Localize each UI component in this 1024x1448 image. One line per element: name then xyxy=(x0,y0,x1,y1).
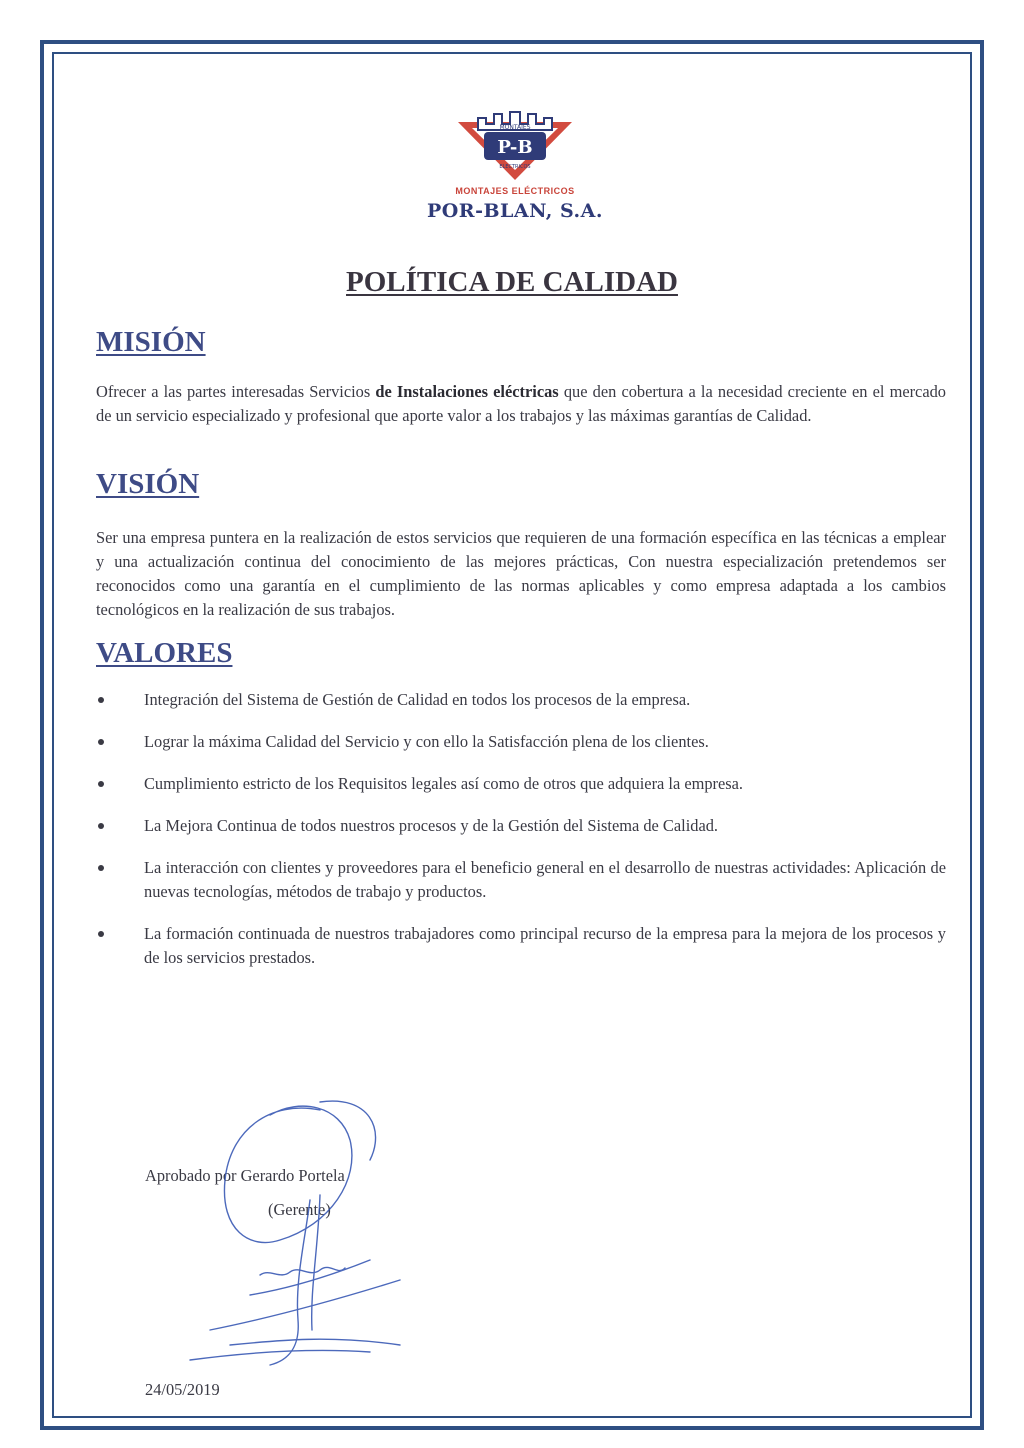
bullet-icon xyxy=(98,865,104,871)
valores-heading: VALORES xyxy=(96,637,233,669)
company-logo xyxy=(410,108,620,238)
valor-text: La formación continuada de nuestros trabajadores como principal recurso de la empresa para la mejora de los procesos y de los servicios prestados. xyxy=(144,924,946,967)
page-title: POLÍTICA DE CALIDAD xyxy=(346,266,678,298)
bullet-icon xyxy=(98,697,104,703)
valor-text: La interacción con clientes y proveedores para el beneficio general en el desarrollo de nuestras actividades: Aplicación de nuevas tecnologías, métodos de trabajo y productos. xyxy=(144,858,946,901)
valor-text: Lograr la máxima Calidad del Servicio y con ello la Satisfacción plena de los clientes. xyxy=(144,732,709,751)
bullet-icon xyxy=(98,739,104,745)
mision-text-part: que den cobertura a la necesidad creciente en el mercado de un servicio especializado y profesional que aporte valor a los trabajos y las máximas garantías de Calidad. xyxy=(96,382,946,425)
logo-top-text: MONTAJES xyxy=(499,124,531,131)
mision-text-bold: de Instalaciones eléctricas xyxy=(375,382,559,401)
approver-role: (Gerente) xyxy=(268,1200,331,1219)
mision-text-part: Ofrecer a las partes interesadas Servicios xyxy=(96,382,376,401)
vision-heading: VISIÓN xyxy=(96,468,200,500)
list-item xyxy=(96,814,946,838)
company-name: POR-BLAN, S.A. xyxy=(426,200,604,222)
list-item xyxy=(96,730,946,754)
mision-text xyxy=(96,380,946,428)
approved-by: Aprobado por Gerardo Portela xyxy=(145,1166,345,1185)
mision-heading: MISIÓN xyxy=(96,326,206,358)
valor-text: Integración del Sistema de Gestión de Calidad en todos los procesos de la empresa. xyxy=(144,690,691,709)
bullet-icon xyxy=(98,931,104,937)
logo-mark-icon xyxy=(410,108,620,188)
valores-list xyxy=(96,688,946,970)
list-item xyxy=(96,688,946,712)
list-item xyxy=(96,856,946,904)
logo-subtitle: MONTAJES ELÉCTRICOS xyxy=(455,186,575,196)
logo-initials: P-B xyxy=(497,137,533,158)
bullet-icon xyxy=(98,823,104,829)
valor-text: La Mejora Continua de todos nuestros procesos y de la Gestión del Sistema de Calidad. xyxy=(144,816,719,835)
valor-text: Cumplimiento estricto de los Requisitos legales así como de otros que adquiera la empresa. xyxy=(144,774,744,793)
signature-icon xyxy=(170,1090,430,1380)
vision-text: Ser una empresa puntera en la realización de estos servicios que requieren de una formación específica en las técnicas a emplear y una actualización continua del conocimiento de las mejores prácticas, Con nuestra especialización pretendemos ser reconocidos como una garantía en el cumplimiento de las normas aplicables y como empresa adaptada a los cambios tecnológicos en la realización de sus trabajos. xyxy=(96,528,946,619)
approval-date: 24/05/2019 xyxy=(145,1380,220,1399)
list-item xyxy=(96,772,946,796)
bullet-icon xyxy=(98,781,104,787)
list-item xyxy=(96,922,946,970)
logo-bottom-text: ELECTRICOS xyxy=(499,164,531,170)
